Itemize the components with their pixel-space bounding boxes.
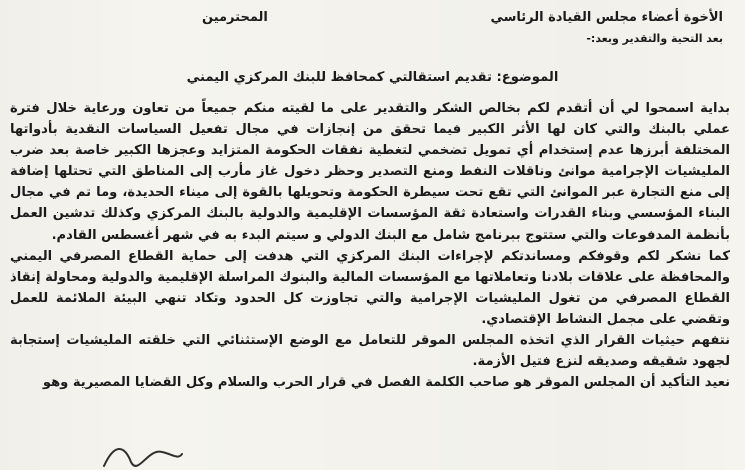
paragraph-1: بداية اسمحوا لي أن أتقدم لكم بخالص الشكر والتقدير على ما لقيته منكم جميعاً من تعاون ورعاية خلال فترة عملي بالبنك والتي كان لها الأثر الكبير فيما تحقق من إنجازات في مجال تفعيل السياسات النقدية بأدواتها المختلفة أبرزها عدم إستخدام أي تمويل تضخمي لتغطية نفقات الحكومة المتزايد وعجزها الكبير خاصة بعد ضرب المليشيات الإجرامية موانئ وناقلات النفط ومنع التصدير وحظر دخول غاز مأرب إلى المناطق التي تحتلها إضافة إلى منع التجارة عبر الموانئ التي تقع تحت سيطرة الحكومة وتحويلها بالقوة إلى ميناء الحديدة، وما تم في مجال البناء المؤسسي وبناء القدرات واستعادة ثقة المؤسسات الإقليمية والدولية بالبنك المركزي وكذلك تدشين العمل بأنظمة المدفوعات والتي ستتوج ببرنامج شامل مع البنك الدولي و سيتم البدء به في شهر أغسطس القادم.: [10, 101, 730, 243]
paragraph-3: نتفهم حيثيات القرار الذي اتخذه المجلس الموقر للتعامل مع الوضع الإستثنائي التي خلقته المليشيات إستجابة لجهود شقيقه وصديقه لنزع فتيل الأزمة.: [10, 333, 730, 370]
letter-body: [10, 98, 730, 393]
paragraph-4: نعيد التأكيد أن المجلس الموقر هو صاحب الكلمة الفصل في قرار الحرب والسلام وكل القضايا المصيرية وهو: [42, 375, 730, 391]
honorific-text: المحترمين: [202, 10, 268, 25]
letter-header: [303, 8, 723, 47]
signature-stroke: [96, 436, 186, 470]
recipient-line: الأخوة أعضاء مجلس القيادة الرئاسي: [490, 10, 723, 25]
paragraph-2: كما نشكر لكم وقوفكم ومساندتكم لإجراءات البنك المركزي التي هدفت إلى حماية القطاع المصرفي اليمني والمحافظة على علاقات بلادنا وتعاملاتها مع المؤسسات المالية والبنوك المراسلة الإقليمية والدولية ومحاولة إنقاذ القطاع المصرفي من تغول المليشيات الإجرامية والتي تجاوزت كل الحدود وتكاد تنهي البيئة الملائمة للعمل وتقضي على مجمل النشاط الإقتصادي.: [10, 248, 730, 327]
greeting-line: بعد التحية والتقدير وبعد:-: [586, 32, 723, 45]
letter-subject: الموضوع: تقديم استقالتي كمحافظ للبنك المركزي اليمني: [186, 70, 559, 85]
